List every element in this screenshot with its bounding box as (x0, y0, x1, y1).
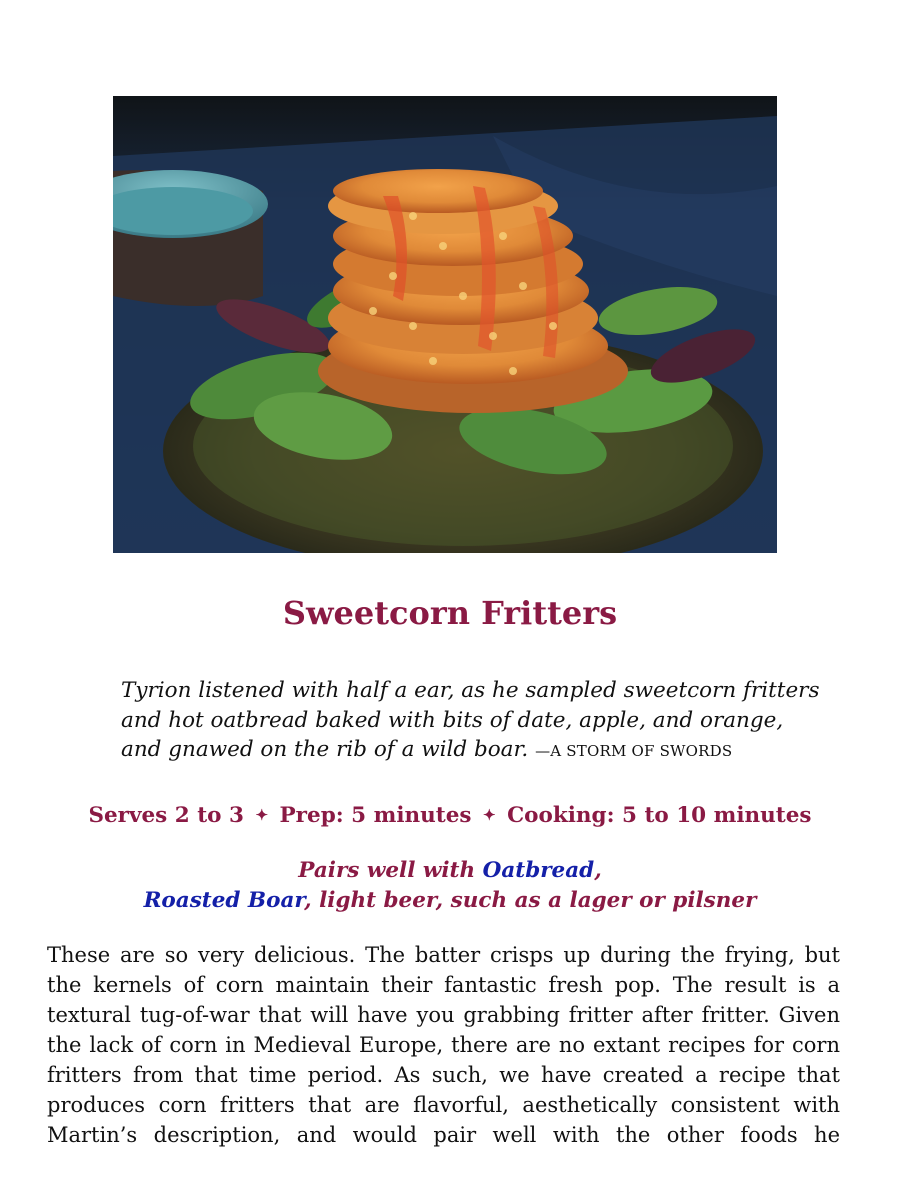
body-line: produces corn fritters that are flavorful, aesthetically consistent with (47, 1093, 840, 1117)
body-line: These are so very delicious. The batter crisps up during the frying, but (47, 943, 840, 967)
body-line: textural tug-of-war that will have you grabbing fritter after fritter. Given (47, 1003, 840, 1027)
pairs-intro: Pairs well with (298, 858, 483, 883)
epigraph-line: Tyrion listened with half a ear, as he sampled sweetcorn fritters (121, 678, 820, 703)
prep-time: Prep: 5 minutes (279, 803, 472, 828)
body-line: the kernels of corn maintain their fantastic fresh pop. The result is a (47, 973, 840, 997)
serves-text: Serves 2 to 3 (88, 803, 244, 828)
star-separator-icon: ✦ (482, 806, 496, 824)
fritters-illustration (113, 96, 777, 553)
epigraph-source: —A STORM OF SWORDS (535, 742, 733, 760)
pairs-rest: , light beer, such as a lager or pilsner (304, 888, 757, 913)
body-line: fritters from that time period. As such, we have created a recipe that (47, 1063, 840, 1087)
epigraph-text: and gnawed on the rib of a wild boar. (121, 737, 529, 762)
cooking-time: Cooking: 5 to 10 minutes (507, 803, 812, 828)
body-paragraph (47, 940, 840, 1150)
oatbread-link[interactable]: Oatbread (482, 858, 595, 883)
recipe-title: Sweetcorn Fritters (282, 594, 618, 632)
epigraph-line: and hot oatbread baked with bits of date, apple, and orange, (121, 707, 784, 733)
pairs-comma: , (594, 858, 602, 883)
recipe-meta (0, 803, 900, 828)
body-line: Martin’s description, and would pair well with the other foods he (47, 1123, 840, 1147)
pairs-well-with (0, 856, 900, 916)
recipe-photo (113, 96, 777, 553)
body-line: the lack of corn in Medieval Europe, there are no extant recipes for corn (47, 1033, 840, 1057)
epigraph-line-last (121, 735, 771, 767)
star-separator-icon: ✦ (255, 806, 269, 824)
epigraph-quote (121, 676, 820, 767)
roasted-boar-link[interactable]: Roasted Boar (143, 888, 305, 913)
